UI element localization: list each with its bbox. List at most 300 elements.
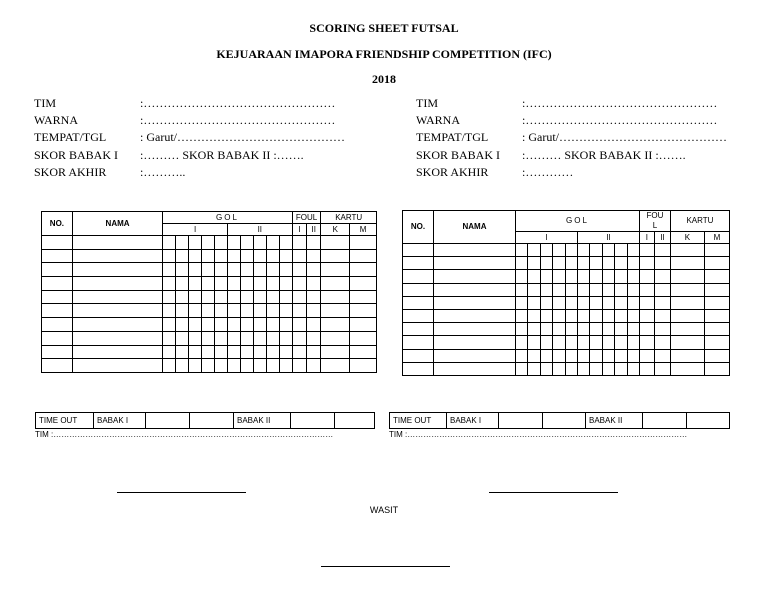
- left-cell[interactable]: [307, 359, 321, 373]
- right-cell[interactable]: [577, 296, 589, 309]
- right-cell[interactable]: [602, 270, 614, 283]
- right-cell[interactable]: [516, 323, 528, 336]
- right-cell[interactable]: [590, 244, 602, 257]
- left-cell[interactable]: [266, 359, 279, 373]
- left-cell[interactable]: [215, 277, 228, 291]
- left-cell[interactable]: [72, 277, 162, 291]
- left-cell[interactable]: [321, 249, 350, 263]
- right-cell[interactable]: [516, 283, 528, 296]
- left-cell[interactable]: [227, 318, 240, 332]
- right-cell[interactable]: [590, 362, 602, 375]
- left-cell[interactable]: [307, 249, 321, 263]
- left-cell[interactable]: [240, 290, 253, 304]
- left-cell[interactable]: [42, 318, 73, 332]
- right-cell[interactable]: [565, 270, 577, 283]
- left-cell[interactable]: [202, 359, 215, 373]
- right-cell[interactable]: [704, 296, 729, 309]
- right-cell[interactable]: [670, 244, 704, 257]
- right-cell[interactable]: [627, 362, 639, 375]
- left-cell[interactable]: [72, 359, 162, 373]
- right-cell[interactable]: [434, 336, 516, 349]
- right-cell[interactable]: [602, 257, 614, 270]
- left-cell[interactable]: [202, 331, 215, 345]
- right-cell[interactable]: [553, 244, 565, 257]
- left-cell[interactable]: [189, 304, 202, 318]
- right-cell[interactable]: [627, 309, 639, 322]
- right-cell[interactable]: [434, 257, 516, 270]
- left-cell[interactable]: [215, 318, 228, 332]
- right-cell[interactable]: [565, 283, 577, 296]
- right-cell[interactable]: [627, 283, 639, 296]
- right-timeout-babak2-cell-1[interactable]: [643, 413, 687, 429]
- left-cell[interactable]: [163, 345, 176, 359]
- left-cell[interactable]: [42, 331, 73, 345]
- right-cell[interactable]: [434, 362, 516, 375]
- right-cell[interactable]: [403, 349, 434, 362]
- left-cell[interactable]: [350, 304, 377, 318]
- left-cell[interactable]: [266, 236, 279, 250]
- right-cell[interactable]: [670, 283, 704, 296]
- right-cell[interactable]: [670, 323, 704, 336]
- left-cell[interactable]: [72, 345, 162, 359]
- right-cell[interactable]: [654, 244, 670, 257]
- right-cell[interactable]: [528, 323, 540, 336]
- right-cell[interactable]: [540, 283, 552, 296]
- left-cell[interactable]: [202, 345, 215, 359]
- right-cell[interactable]: [528, 309, 540, 322]
- right-cell[interactable]: [639, 349, 654, 362]
- left-timeout-babak2-cell-1[interactable]: [291, 413, 335, 429]
- right-cell[interactable]: [670, 336, 704, 349]
- right-cell[interactable]: [639, 336, 654, 349]
- left-cell[interactable]: [266, 263, 279, 277]
- left-cell[interactable]: [176, 277, 189, 291]
- right-cell[interactable]: [615, 336, 627, 349]
- right-cell[interactable]: [577, 257, 589, 270]
- left-cell[interactable]: [240, 318, 253, 332]
- left-cell[interactable]: [292, 318, 306, 332]
- left-cell[interactable]: [279, 263, 292, 277]
- right-cell[interactable]: [590, 296, 602, 309]
- left-cell[interactable]: [279, 345, 292, 359]
- right-cell[interactable]: [615, 270, 627, 283]
- right-cell[interactable]: [553, 349, 565, 362]
- left-cell[interactable]: [227, 236, 240, 250]
- left-cell[interactable]: [321, 359, 350, 373]
- left-cell[interactable]: [292, 304, 306, 318]
- left-cell[interactable]: [202, 249, 215, 263]
- left-cell[interactable]: [72, 331, 162, 345]
- left-cell[interactable]: [72, 290, 162, 304]
- right-cell[interactable]: [434, 323, 516, 336]
- left-cell[interactable]: [350, 277, 377, 291]
- right-cell[interactable]: [704, 362, 729, 375]
- left-cell[interactable]: [240, 359, 253, 373]
- right-cell[interactable]: [704, 323, 729, 336]
- left-cell[interactable]: [189, 290, 202, 304]
- right-cell[interactable]: [577, 244, 589, 257]
- right-cell[interactable]: [403, 296, 434, 309]
- right-cell[interactable]: [704, 270, 729, 283]
- right-cell[interactable]: [627, 349, 639, 362]
- right-cell[interactable]: [565, 336, 577, 349]
- left-cell[interactable]: [253, 318, 266, 332]
- left-cell[interactable]: [215, 249, 228, 263]
- left-cell[interactable]: [266, 277, 279, 291]
- left-cell[interactable]: [279, 331, 292, 345]
- left-cell[interactable]: [189, 263, 202, 277]
- right-cell[interactable]: [516, 349, 528, 362]
- right-cell[interactable]: [565, 362, 577, 375]
- left-cell[interactable]: [42, 345, 73, 359]
- left-cell[interactable]: [279, 290, 292, 304]
- right-cell[interactable]: [403, 257, 434, 270]
- right-cell[interactable]: [553, 270, 565, 283]
- right-cell[interactable]: [590, 309, 602, 322]
- left-cell[interactable]: [292, 249, 306, 263]
- right-cell[interactable]: [639, 257, 654, 270]
- left-cell[interactable]: [202, 318, 215, 332]
- right-cell[interactable]: [565, 296, 577, 309]
- left-cell[interactable]: [253, 249, 266, 263]
- left-cell[interactable]: [72, 318, 162, 332]
- left-timeout-babak1-cell-2[interactable]: [190, 413, 234, 429]
- right-cell[interactable]: [577, 362, 589, 375]
- left-cell[interactable]: [279, 359, 292, 373]
- right-cell[interactable]: [704, 257, 729, 270]
- right-cell[interactable]: [704, 336, 729, 349]
- right-cell[interactable]: [403, 270, 434, 283]
- left-cell[interactable]: [240, 236, 253, 250]
- left-cell[interactable]: [266, 290, 279, 304]
- left-cell[interactable]: [321, 236, 350, 250]
- right-cell[interactable]: [577, 309, 589, 322]
- right-cell[interactable]: [528, 336, 540, 349]
- right-cell[interactable]: [670, 296, 704, 309]
- left-cell[interactable]: [266, 304, 279, 318]
- right-cell[interactable]: [528, 362, 540, 375]
- right-cell[interactable]: [528, 257, 540, 270]
- left-cell[interactable]: [227, 249, 240, 263]
- right-cell[interactable]: [670, 362, 704, 375]
- right-cell[interactable]: [670, 270, 704, 283]
- left-cell[interactable]: [176, 359, 189, 373]
- right-cell[interactable]: [654, 296, 670, 309]
- right-cell[interactable]: [528, 270, 540, 283]
- left-cell[interactable]: [350, 345, 377, 359]
- left-cell[interactable]: [189, 318, 202, 332]
- right-cell[interactable]: [553, 336, 565, 349]
- right-cell[interactable]: [590, 336, 602, 349]
- left-cell[interactable]: [163, 236, 176, 250]
- right-cell[interactable]: [602, 244, 614, 257]
- left-cell[interactable]: [240, 263, 253, 277]
- right-cell[interactable]: [516, 270, 528, 283]
- left-cell[interactable]: [176, 290, 189, 304]
- left-cell[interactable]: [227, 331, 240, 345]
- left-cell[interactable]: [176, 249, 189, 263]
- right-cell[interactable]: [540, 270, 552, 283]
- left-cell[interactable]: [72, 236, 162, 250]
- left-cell[interactable]: [163, 331, 176, 345]
- right-cell[interactable]: [627, 323, 639, 336]
- right-cell[interactable]: [639, 296, 654, 309]
- left-cell[interactable]: [176, 236, 189, 250]
- left-cell[interactable]: [72, 249, 162, 263]
- right-cell[interactable]: [516, 244, 528, 257]
- right-cell[interactable]: [434, 283, 516, 296]
- right-cell[interactable]: [434, 309, 516, 322]
- left-cell[interactable]: [279, 318, 292, 332]
- left-cell[interactable]: [163, 277, 176, 291]
- left-cell[interactable]: [292, 236, 306, 250]
- left-cell[interactable]: [189, 236, 202, 250]
- right-cell[interactable]: [434, 244, 516, 257]
- right-cell[interactable]: [516, 309, 528, 322]
- left-cell[interactable]: [240, 249, 253, 263]
- right-cell[interactable]: [590, 283, 602, 296]
- left-cell[interactable]: [227, 290, 240, 304]
- right-cell[interactable]: [553, 362, 565, 375]
- right-cell[interactable]: [602, 336, 614, 349]
- left-cell[interactable]: [227, 304, 240, 318]
- left-cell[interactable]: [202, 277, 215, 291]
- right-cell[interactable]: [615, 283, 627, 296]
- right-cell[interactable]: [516, 257, 528, 270]
- left-cell[interactable]: [176, 318, 189, 332]
- left-cell[interactable]: [227, 359, 240, 373]
- right-cell[interactable]: [602, 309, 614, 322]
- right-cell[interactable]: [540, 244, 552, 257]
- left-cell[interactable]: [307, 345, 321, 359]
- right-cell[interactable]: [403, 309, 434, 322]
- left-cell[interactable]: [292, 331, 306, 345]
- right-cell[interactable]: [565, 349, 577, 362]
- left-cell[interactable]: [215, 290, 228, 304]
- right-cell[interactable]: [577, 283, 589, 296]
- right-cell[interactable]: [615, 309, 627, 322]
- right-cell[interactable]: [553, 257, 565, 270]
- left-cell[interactable]: [163, 290, 176, 304]
- right-cell[interactable]: [553, 309, 565, 322]
- left-cell[interactable]: [321, 304, 350, 318]
- left-cell[interactable]: [307, 236, 321, 250]
- right-cell[interactable]: [590, 323, 602, 336]
- right-cell[interactable]: [528, 244, 540, 257]
- right-cell[interactable]: [602, 323, 614, 336]
- right-cell[interactable]: [639, 270, 654, 283]
- left-cell[interactable]: [42, 359, 73, 373]
- left-cell[interactable]: [176, 263, 189, 277]
- left-cell[interactable]: [307, 290, 321, 304]
- right-cell[interactable]: [615, 323, 627, 336]
- left-cell[interactable]: [253, 304, 266, 318]
- left-cell[interactable]: [253, 263, 266, 277]
- right-cell[interactable]: [403, 323, 434, 336]
- left-timeout-babak2-cell-2[interactable]: [335, 413, 375, 429]
- right-cell[interactable]: [627, 296, 639, 309]
- left-cell[interactable]: [253, 345, 266, 359]
- right-cell[interactable]: [403, 244, 434, 257]
- right-cell[interactable]: [670, 349, 704, 362]
- right-cell[interactable]: [627, 257, 639, 270]
- left-cell[interactable]: [292, 290, 306, 304]
- left-cell[interactable]: [189, 249, 202, 263]
- left-cell[interactable]: [163, 304, 176, 318]
- left-cell[interactable]: [292, 263, 306, 277]
- right-cell[interactable]: [654, 323, 670, 336]
- right-cell[interactable]: [403, 336, 434, 349]
- left-cell[interactable]: [350, 359, 377, 373]
- right-cell[interactable]: [704, 244, 729, 257]
- right-cell[interactable]: [540, 309, 552, 322]
- left-cell[interactable]: [266, 345, 279, 359]
- right-cell[interactable]: [553, 283, 565, 296]
- left-cell[interactable]: [307, 331, 321, 345]
- left-cell[interactable]: [279, 304, 292, 318]
- left-cell[interactable]: [350, 263, 377, 277]
- left-cell[interactable]: [350, 249, 377, 263]
- right-cell[interactable]: [434, 296, 516, 309]
- left-cell[interactable]: [189, 359, 202, 373]
- right-cell[interactable]: [615, 362, 627, 375]
- left-cell[interactable]: [240, 304, 253, 318]
- left-cell[interactable]: [292, 359, 306, 373]
- right-cell[interactable]: [540, 296, 552, 309]
- left-cell[interactable]: [189, 277, 202, 291]
- right-cell[interactable]: [577, 349, 589, 362]
- right-cell[interactable]: [639, 362, 654, 375]
- right-cell[interactable]: [516, 336, 528, 349]
- left-cell[interactable]: [253, 290, 266, 304]
- right-cell[interactable]: [627, 336, 639, 349]
- left-cell[interactable]: [350, 318, 377, 332]
- left-cell[interactable]: [266, 249, 279, 263]
- right-cell[interactable]: [654, 283, 670, 296]
- left-cell[interactable]: [189, 331, 202, 345]
- left-cell[interactable]: [266, 318, 279, 332]
- right-cell[interactable]: [654, 349, 670, 362]
- right-cell[interactable]: [565, 323, 577, 336]
- left-cell[interactable]: [292, 277, 306, 291]
- left-cell[interactable]: [350, 331, 377, 345]
- left-cell[interactable]: [350, 290, 377, 304]
- right-cell[interactable]: [639, 323, 654, 336]
- right-cell[interactable]: [639, 244, 654, 257]
- left-cell[interactable]: [279, 249, 292, 263]
- left-cell[interactable]: [227, 277, 240, 291]
- left-cell[interactable]: [163, 249, 176, 263]
- left-cell[interactable]: [42, 290, 73, 304]
- right-cell[interactable]: [615, 244, 627, 257]
- left-cell[interactable]: [202, 263, 215, 277]
- left-cell[interactable]: [189, 345, 202, 359]
- left-cell[interactable]: [307, 263, 321, 277]
- left-cell[interactable]: [176, 345, 189, 359]
- left-cell[interactable]: [253, 359, 266, 373]
- left-cell[interactable]: [42, 236, 73, 250]
- right-cell[interactable]: [654, 362, 670, 375]
- right-cell[interactable]: [615, 257, 627, 270]
- left-cell[interactable]: [307, 304, 321, 318]
- left-cell[interactable]: [350, 236, 377, 250]
- left-timeout-babak1-cell-1[interactable]: [146, 413, 190, 429]
- left-cell[interactable]: [176, 331, 189, 345]
- right-cell[interactable]: [540, 362, 552, 375]
- right-cell[interactable]: [540, 336, 552, 349]
- right-cell[interactable]: [577, 336, 589, 349]
- left-cell[interactable]: [307, 277, 321, 291]
- left-cell[interactable]: [215, 331, 228, 345]
- left-cell[interactable]: [202, 304, 215, 318]
- left-cell[interactable]: [253, 236, 266, 250]
- right-cell[interactable]: [704, 349, 729, 362]
- right-cell[interactable]: [602, 283, 614, 296]
- left-cell[interactable]: [42, 304, 73, 318]
- left-cell[interactable]: [253, 277, 266, 291]
- right-cell[interactable]: [654, 257, 670, 270]
- right-timeout-babak1-cell-2[interactable]: [543, 413, 586, 429]
- right-cell[interactable]: [528, 283, 540, 296]
- right-cell[interactable]: [577, 270, 589, 283]
- left-cell[interactable]: [240, 345, 253, 359]
- left-cell[interactable]: [163, 318, 176, 332]
- left-cell[interactable]: [321, 277, 350, 291]
- left-cell[interactable]: [292, 345, 306, 359]
- right-cell[interactable]: [516, 362, 528, 375]
- right-cell[interactable]: [540, 349, 552, 362]
- right-cell[interactable]: [602, 362, 614, 375]
- right-cell[interactable]: [565, 309, 577, 322]
- left-cell[interactable]: [307, 318, 321, 332]
- right-cell[interactable]: [540, 323, 552, 336]
- right-cell[interactable]: [627, 270, 639, 283]
- right-timeout-babak1-cell-1[interactable]: [499, 413, 543, 429]
- left-cell[interactable]: [202, 290, 215, 304]
- left-cell[interactable]: [215, 304, 228, 318]
- right-cell[interactable]: [403, 362, 434, 375]
- right-cell[interactable]: [704, 283, 729, 296]
- right-cell[interactable]: [590, 349, 602, 362]
- right-cell[interactable]: [627, 244, 639, 257]
- right-cell[interactable]: [403, 283, 434, 296]
- right-cell[interactable]: [654, 270, 670, 283]
- left-cell[interactable]: [227, 263, 240, 277]
- right-cell[interactable]: [704, 309, 729, 322]
- left-cell[interactable]: [42, 263, 73, 277]
- right-cell[interactable]: [590, 270, 602, 283]
- left-cell[interactable]: [215, 359, 228, 373]
- right-cell[interactable]: [602, 349, 614, 362]
- right-cell[interactable]: [639, 283, 654, 296]
- right-cell[interactable]: [654, 336, 670, 349]
- right-cell[interactable]: [670, 257, 704, 270]
- right-cell[interactable]: [670, 309, 704, 322]
- right-cell[interactable]: [615, 349, 627, 362]
- left-cell[interactable]: [321, 290, 350, 304]
- right-cell[interactable]: [565, 244, 577, 257]
- left-cell[interactable]: [202, 236, 215, 250]
- left-cell[interactable]: [215, 263, 228, 277]
- left-cell[interactable]: [321, 345, 350, 359]
- right-cell[interactable]: [577, 323, 589, 336]
- left-cell[interactable]: [266, 331, 279, 345]
- right-cell[interactable]: [590, 257, 602, 270]
- left-cell[interactable]: [72, 263, 162, 277]
- right-cell[interactable]: [615, 296, 627, 309]
- left-cell[interactable]: [321, 318, 350, 332]
- right-cell[interactable]: [639, 309, 654, 322]
